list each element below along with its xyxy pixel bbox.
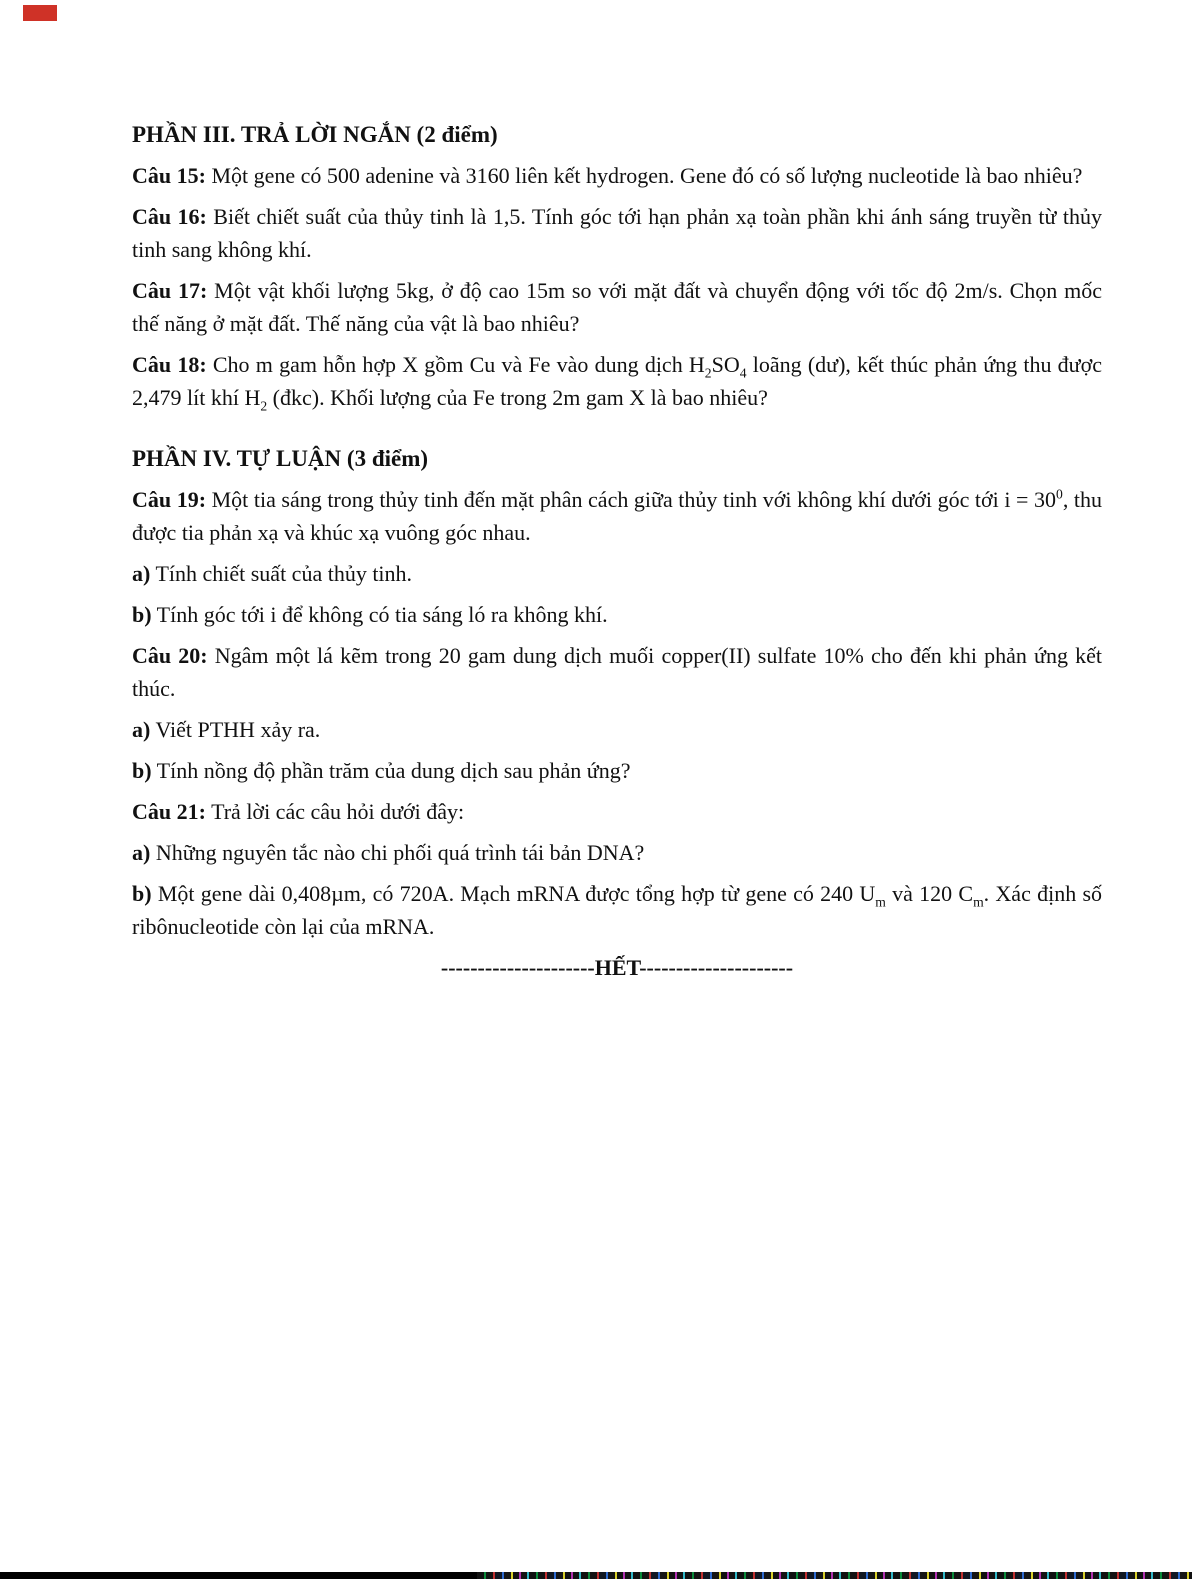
sub-question-paragraph [132,713,1102,746]
text-run: Ngâm một lá kẽm trong 20 gam dung dịch muối copper(II) sulfate 10% cho đến khi phản ứng kết thúc. [132,643,1103,701]
text-run: (đkc). Khối lượng của Fe trong 2m gam X là bao nhiêu? [267,385,768,410]
text-run: Viết PTHH xảy ra. [155,717,321,742]
sub-question-paragraph [132,754,1102,787]
question-label: b) [132,602,152,627]
subscript: 2 [260,398,268,414]
text-run: Biết chiết suất của thủy tinh là 1,5. Tính góc tới hạn phản xạ toàn phần khi ánh sáng truyền từ thủy tinh sang không khí. [132,204,1102,262]
subscript: 2 [704,365,712,381]
section-heading: PHẦN III. TRẢ LỜI NGẮN (2 điểm) [132,122,498,147]
question-label: Câu 20: [132,643,208,668]
question-paragraph [132,274,1102,340]
text-run: loãng (dư), kết thúc phản ứng thu được 2,479 lít khí H [132,352,1103,410]
subscript: 4 [739,365,747,381]
scan-artifact-bottom-bar [0,1572,1192,1579]
question-paragraph [132,200,1102,266]
question-label: b) [132,758,152,783]
text-run: và 120 C [885,881,974,906]
question-paragraph [132,795,1102,828]
dash-run-left: --------------------- [440,955,595,980]
question-label: Câu 19: [132,487,207,512]
question-label: Câu 21: [132,799,206,824]
end-of-exam-marker [132,951,1102,984]
sub-question-paragraph [132,836,1102,869]
section-heading: PHẦN IV. TỰ LUẬN (3 điểm) [132,446,429,471]
text-run: Tính chiết suất của thủy tinh. [155,561,413,586]
text-run: Tính nồng độ phần trăm của dung dịch sau phản ứng? [156,758,631,783]
text-run: SO [711,352,740,377]
question-label: Câu 15: [132,163,206,188]
sub-question-paragraph [132,877,1102,943]
dash-run-right: --------------------- [639,955,794,980]
text-run: Một vật khối lượng 5kg, ở độ cao 15m so với mặt đất và chuyển động với tốc độ 2m/s. Chọn mốc thế năng ở mặt đất. Thế năng của vật là bao nhiêu? [132,278,1103,336]
question-paragraph [132,483,1102,549]
question-paragraph [132,159,1102,192]
text-run: Một gene dài 0,408µm, có 720A. Mạch mRNA được tổng hợp từ gene có 240 U [157,881,876,906]
exam-section [132,442,1102,943]
question-paragraph [132,639,1102,705]
subscript: m [973,894,984,910]
end-label: HẾT [594,955,640,980]
exam-content [132,118,1102,984]
question-label: Câu 18: [132,352,207,377]
superscript: 0 [1056,486,1063,502]
text-run: Một tia sáng trong thủy tinh đến mặt phân cách giữa thủy tinh với không khí dưới góc tới i = 30 [211,487,1056,512]
text-run: Những nguyên tắc nào chi phối quá trình tái bản DNA? [155,840,645,865]
question-label: a) [132,561,151,586]
exam-section [132,118,1102,414]
question-label: Câu 17: [132,278,208,303]
question-label: b) [132,881,152,906]
text-run: . Xác định số ribônucleotide còn lại của mRNA. [132,881,1103,939]
text-run: Trả lời các câu hỏi dưới đây: [211,799,465,824]
question-paragraph [132,348,1102,414]
text-run: Cho m gam hỗn hợp X gồm Cu và Fe vào dung dịch H [212,352,705,377]
question-label: a) [132,717,151,742]
question-label: a) [132,840,151,865]
subscript: m [875,894,886,910]
scan-noise [477,1572,1192,1579]
sub-question-paragraph [132,557,1102,590]
sub-question-paragraph [132,598,1102,631]
scan-artifact-red-mark [23,5,57,21]
exam-sections [132,118,1102,943]
text-run: , thu được tia phản xạ và khúc xạ vuông góc nhau. [132,487,1102,545]
text-run: Tính góc tới i để không có tia sáng ló ra không khí. [156,602,608,627]
text-run: Một gene có 500 adenine và 3160 liên kết hydrogen. Gene đó có số lượng nucleotide là bao nhiêu? [211,163,1083,188]
question-label: Câu 16: [132,204,207,229]
